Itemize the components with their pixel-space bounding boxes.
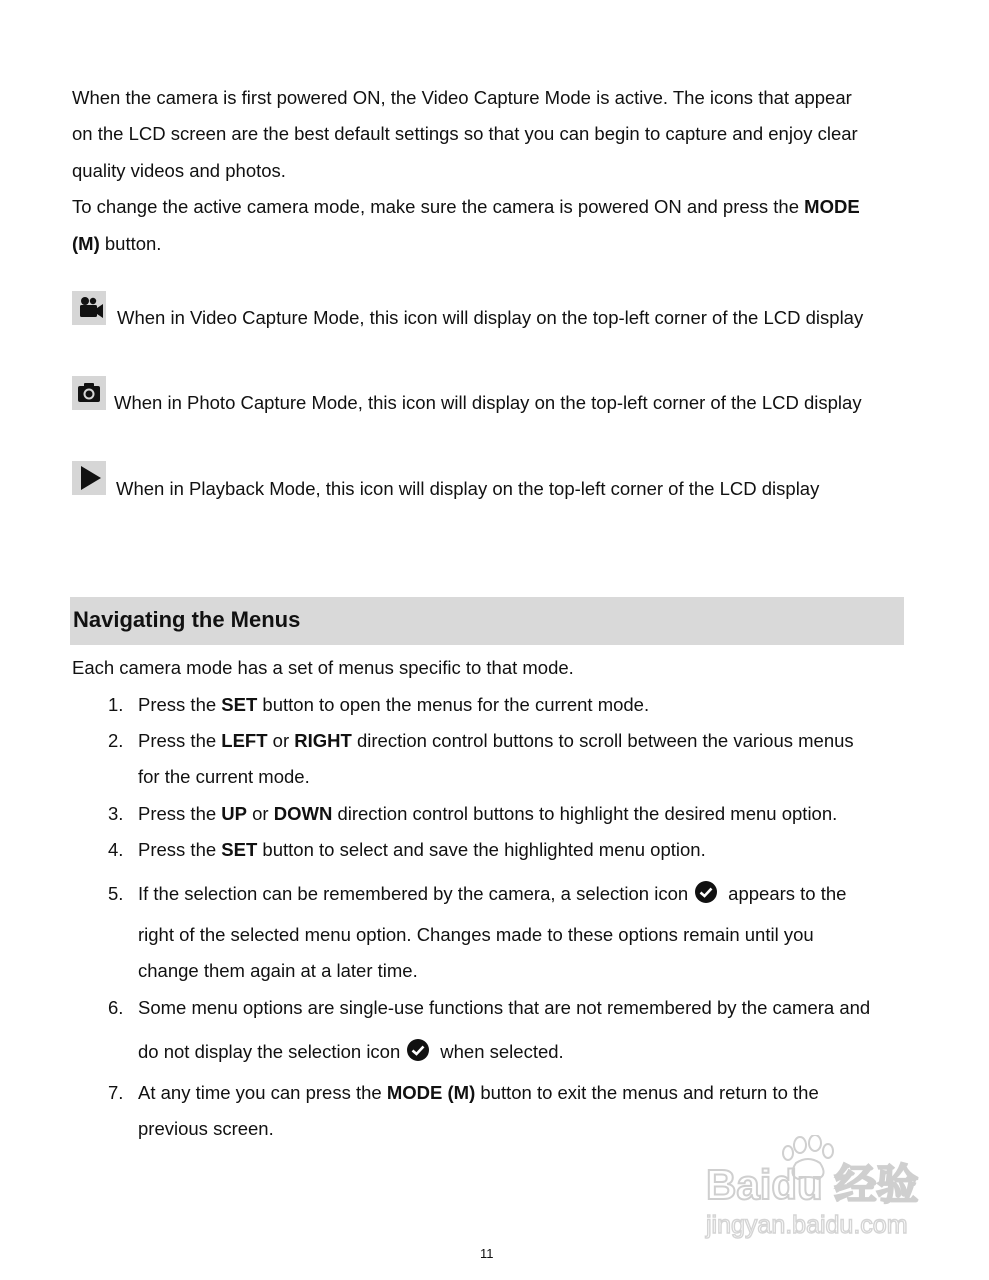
text-run: or — [267, 730, 295, 751]
list-text: right of the selected menu option. Changes made to these options remain until you — [138, 924, 814, 945]
text-run: button to exit the menus and return to the — [475, 1082, 819, 1103]
text-run: Press the — [138, 839, 222, 860]
text-bold: MODE (M) — [386, 1082, 476, 1103]
list-number: 1. — [108, 694, 124, 715]
mode-row-photo — [72, 376, 862, 416]
mode-description: When in Video Capture Mode, this icon will display on the top-left corner of the LCD display — [117, 307, 864, 328]
list-number: 6. — [108, 997, 124, 1018]
intro-bold: MODE — [804, 196, 860, 217]
text-bold: UP — [221, 803, 247, 824]
list-text: change them again at a later time. — [138, 960, 418, 981]
watermark-brand: Baidu 经验 — [706, 1161, 919, 1208]
text-bold: RIGHT — [294, 730, 352, 751]
text-run: direction control buttons to highlight the desired menu option. — [332, 803, 838, 824]
list-text: Some menu options are single-use functions that are not remembered by the camera and — [138, 997, 871, 1018]
text-bold: DOWN — [273, 803, 333, 824]
text-run: button to select and save the highlighted menu option. — [257, 839, 706, 860]
mode-row-video — [72, 291, 863, 331]
text-run: do not display the selection icon — [138, 1041, 401, 1062]
photo-camera-icon — [72, 376, 106, 410]
list-number: 5. — [108, 883, 124, 904]
intro-line: When the camera is first powered ON, the Video Capture Mode is active. The icons that appear — [72, 87, 852, 108]
list-number: 3. — [108, 803, 124, 824]
list-number: 4. — [108, 839, 124, 860]
video-camera-icon — [72, 291, 106, 325]
text-run: or — [247, 803, 274, 824]
list-text — [138, 723, 854, 759]
list-text — [138, 832, 706, 868]
text-run: Press the — [138, 694, 222, 715]
text-bold: LEFT — [221, 730, 268, 751]
list-text — [138, 1034, 564, 1070]
list-text — [138, 1075, 819, 1111]
list-text — [138, 687, 649, 723]
list-number: 2. — [108, 730, 124, 751]
text-run: At any time you can press the — [138, 1082, 387, 1103]
list-text — [138, 796, 837, 832]
baidu-watermark-logo — [700, 1135, 940, 1245]
list-text — [138, 876, 846, 912]
intro-text: button. — [99, 233, 162, 254]
intro-line — [72, 189, 860, 225]
selection-check-icon — [406, 1038, 430, 1062]
mode-description: When in Playback Mode, this icon will display on the top-left corner of the LCD display — [116, 478, 820, 499]
intro-line — [72, 226, 161, 262]
text-run: button to open the menus for the current mode. — [257, 694, 650, 715]
section-intro: Each camera mode has a set of menus specific to that mode. — [72, 657, 574, 678]
section-header — [70, 597, 904, 645]
intro-line: quality videos and photos. — [72, 160, 286, 181]
text-run: appears to the — [728, 883, 847, 904]
list-text: previous screen. — [138, 1118, 274, 1139]
text-bold: SET — [221, 694, 258, 715]
text-run: direction control buttons to scroll between the various menus — [351, 730, 854, 751]
list-number: 7. — [108, 1082, 124, 1103]
mode-description: When in Photo Capture Mode, this icon will display on the top-left corner of the LCD display — [114, 392, 862, 413]
text-run: Press the — [138, 803, 222, 824]
mode-row-playback — [72, 461, 819, 502]
watermark-url: jingyan.baidu.com — [706, 1211, 908, 1239]
intro-text: To change the active camera mode, make sure the camera is powered ON and press the — [72, 196, 805, 217]
section-title: Navigating the Menus — [73, 607, 301, 632]
text-run: If the selection can be remembered by the camera, a selection icon — [138, 883, 689, 904]
text-run: Press the — [138, 730, 222, 751]
selection-check-icon — [694, 880, 718, 904]
intro-line: on the LCD screen are the best default settings so that you can begin to capture and enjoy clear — [72, 123, 858, 144]
page-number: 11 — [480, 1246, 494, 1261]
text-bold: SET — [221, 839, 258, 860]
list-text: for the current mode. — [138, 766, 310, 787]
play-icon — [72, 461, 106, 495]
intro-bold: (M) — [72, 233, 100, 254]
text-run: when selected. — [440, 1041, 564, 1062]
